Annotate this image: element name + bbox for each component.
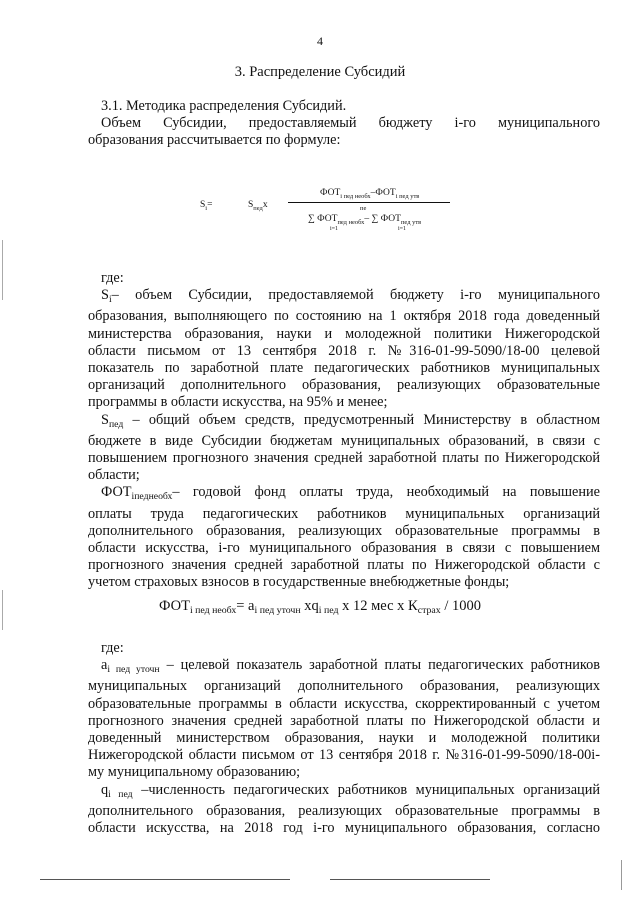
page-number: 4	[317, 34, 323, 48]
def-a-line: Нижегородской области письмом от 13 сентября 2018 г. №316-01-99-5090/18-00i-	[88, 747, 600, 764]
scan-rule-right	[330, 879, 490, 880]
def-si-first: $S_i-$ объем Субсидии, предоставляемой бюджету i-го муниципального	[101, 287, 600, 306]
def-fot-line: прогнозного значения средней заработной платы по Нижегородской области с	[88, 557, 600, 574]
methodology-heading: 3.1. Методика распределения Субсидий.	[101, 98, 347, 114]
formula-denominator: ∑ $ФОТ_{пед необх}-$ ∑ $ФОТ_{пед утв}$	[308, 214, 422, 226]
definitions-block-2	[88, 640, 600, 837]
sum-limit-a: i=1	[330, 226, 339, 232]
where-label-2: где:	[101, 640, 124, 656]
def-si-line: организаций дополнительного образования, реализующих образовательные	[88, 377, 600, 394]
def-a-line: образовательные программы в области искусства, скорректированный с учетом	[88, 695, 600, 712]
def-a-first: $a_{i пед уточн}$ – целевой показатель заработной платы педагогических работников	[101, 657, 600, 676]
def-a-line: муниципальных организаций дополнительного образования, реализующих	[88, 678, 600, 695]
def-sped-line: бюджете в виде Субсидии бюджетам муниципальных образований, в связи с	[88, 432, 600, 449]
def-fot-first: $ФОТ_{iпеднеобх}-$ годовой фонд оплаты труда, необходимый на повышение	[101, 484, 600, 503]
def-a-line: прогнозного значения средней заработной платы по Нижегородской области и	[88, 712, 600, 729]
margin-mark	[2, 240, 3, 300]
formula-numerator: $ФОТ_{i пед необх}-ФОТ_{i пед утв}$	[320, 188, 420, 200]
edge-mark	[621, 860, 634, 890]
methodology-intro-line-2: образования рассчитывается по формуле:	[88, 132, 341, 149]
fraction-bar	[288, 202, 450, 203]
def-si-line: министерства образования, науки и молодежной политики Нижегородской	[88, 325, 600, 342]
def-si-line: области письмом от 13 сентября 2018 г. №316-01-99-5090/18-00 целевой	[88, 342, 600, 359]
def-a-line: доведенный министерством образования, науки и молодежной политики	[88, 730, 600, 747]
def-fot-line: дополнительного образования, реализующих образовательные программы в	[88, 522, 600, 539]
margin-mark	[2, 590, 3, 630]
def-si-last: программы в области искусства, на 95% и менее;	[88, 394, 388, 411]
def-fot-line: области искусства, i-го муниципального образования в связи с повышением	[88, 540, 600, 557]
sum-limit-b: i=1	[398, 226, 407, 232]
formula-factor: $S_{пед}x$	[248, 200, 268, 212]
formula-pe-label: пе	[360, 205, 367, 212]
def-q-first: $q_{i пед}$ –численность педагогических работников муниципальных организаций	[101, 781, 601, 800]
def-fot-line: оплаты труда педагогических работников муниципальных организаций	[88, 505, 600, 522]
def-a-last: му муниципальному образованию;	[88, 764, 301, 781]
where-label-1: где:	[101, 270, 124, 286]
section-title: 3. Распределение Субсидий	[234, 64, 406, 80]
def-q-line: области искусства, на 2018 год i-го муниципального образования, согласно	[88, 820, 600, 837]
def-sped-line: повышением прогнозного значения средней заработной платы по Нижегородской	[88, 450, 600, 467]
subsidy-formula	[0, 188, 640, 248]
scan-rule-left	[40, 879, 290, 880]
def-sped-last: области;	[88, 467, 140, 484]
def-sped-first: $S_{пед}$ – общий объем средств, предусмотренный Министерству в областном	[101, 411, 600, 430]
methodology-intro-line-1: Объем Субсидии, предоставляемый бюджету i-го муниципального	[101, 115, 601, 132]
methodology-block	[88, 98, 600, 150]
formula-lhs: $S_i=$	[200, 200, 213, 212]
def-fot-last: учетом страховых взносов в государственные внебюджетные фонды;	[88, 574, 510, 591]
def-si-line: образования, выполняющего по состоянию на 1 октября 2018 года доведенный	[88, 308, 600, 325]
def-q-line: дополнительного образования, реализующих образовательные программы в	[88, 802, 600, 819]
def-si-line: показатель по заработной плате педагогических работников муниципальных	[88, 360, 600, 377]
definitions-block-1	[88, 270, 600, 592]
payroll-formula: $ФОТ_{i пед необх}= a_{i пед уточн}$ $xq_{i пед}$ x 12 мес х $К_{страх} / 1000$	[158, 598, 482, 616]
